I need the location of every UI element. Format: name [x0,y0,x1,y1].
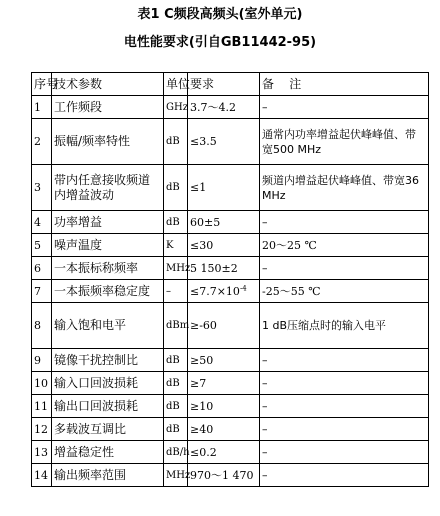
table-row [32,96,429,119]
table-row [32,119,429,165]
cell-note: 频道内增益起伏峰峰值、带宽36 MHz [260,165,429,211]
cell-no: 6 [32,257,52,280]
cell-param: 输出口回波损耗 [52,395,164,418]
table-row [32,372,429,395]
cell-note: – [260,441,429,464]
cell-param: 带内任意接收频道内增益波动 [52,165,164,211]
cell-no: 1 [32,96,52,119]
cell-req: 5 150±2 [188,257,260,280]
cell-param: 一本振频率稳定度 [52,280,164,303]
table-subtitle: 电性能要求(引自GB11442-95) [123,35,317,50]
cell-note: – [260,395,429,418]
cell-no: 5 [32,234,52,257]
cell-param: 多载波互调比 [52,418,164,441]
cell-note: 20～25 ℃ [260,234,429,257]
table-row [32,303,429,349]
cell-no: 13 [32,441,52,464]
cell-param: 增益稳定性 [52,441,164,464]
cell-param: 输出频率范围 [52,464,164,487]
table-row [32,418,429,441]
cell-param: 工作频段 [52,96,164,119]
cell-note: – [260,211,429,234]
req-base: ≤7.7×10 [190,284,240,298]
table-header-row [32,73,429,96]
table-row [32,211,429,234]
cell-param: 一本振标称频率 [52,257,164,280]
cell-no: 7 [32,280,52,303]
cell-req: 3.7～4.2 [188,96,260,119]
cell-req: 970～1 470 [188,464,260,487]
table-row [32,441,429,464]
cell-req: ≥-60 [188,303,260,349]
cell-no: 14 [32,464,52,487]
table-row [32,349,429,372]
table-row [32,165,429,211]
cell-unit: MHz [164,257,188,280]
cell-note: – [260,418,429,441]
cell-req: 60±5 [188,211,260,234]
cell-no: 3 [32,165,52,211]
cell-param: 输入饱和电平 [52,303,164,349]
table-row [32,280,429,303]
cell-no: 9 [32,349,52,372]
cell-req: ≤30 [188,234,260,257]
cell-req [188,280,260,303]
cell-param: 输入口回波损耗 [52,372,164,395]
cell-req: ≤3.5 [188,119,260,165]
cell-note: 通常内功率增益起伏峰峰值、带宽500 MHz [260,119,429,165]
table-row [32,234,429,257]
cell-note: – [260,372,429,395]
table-row [32,464,429,487]
cell-no: 2 [32,119,52,165]
cell-unit: K [164,234,188,257]
cell-unit: dB [164,165,188,211]
cell-req: ≥40 [188,418,260,441]
cell-note: – [260,257,429,280]
cell-param: 噪声温度 [52,234,164,257]
table-row [32,395,429,418]
header-req: 要求 [188,73,260,96]
cell-unit: dB [164,372,188,395]
cell-req: ≥7 [188,372,260,395]
cell-note: -25～55 ℃ [260,280,429,303]
cell-req: ≤1 [188,165,260,211]
table-title: 表1 C频段高频头(室外单元) [137,7,303,22]
header-param: 技术参数 [52,73,164,96]
cell-note: 1 dB压缩点时的输入电平 [260,303,429,349]
cell-unit: dB/h [164,441,188,464]
cell-unit: dB [164,395,188,418]
cell-unit: dB [164,211,188,234]
cell-note: – [260,464,429,487]
header-no: 序号 [32,73,52,96]
cell-unit: dBm [164,303,188,349]
cell-unit: dB [164,349,188,372]
cell-param: 功率增益 [52,211,164,234]
cell-unit: GHz [164,96,188,119]
cell-no: 11 [32,395,52,418]
cell-param: 振幅/频率特性 [52,119,164,165]
cell-unit: dB [164,418,188,441]
cell-req: ≤0.2 [188,441,260,464]
spec-table [31,72,429,487]
cell-unit: dB [164,119,188,165]
table-row [32,257,429,280]
cell-no: 4 [32,211,52,234]
cell-req: ≥50 [188,349,260,372]
cell-req: ≥10 [188,395,260,418]
cell-no: 8 [32,303,52,349]
cell-no: 12 [32,418,52,441]
cell-note: – [260,96,429,119]
cell-param: 镜像干扰控制比 [52,349,164,372]
cell-note: – [260,349,429,372]
req-exponent: -4 [239,283,247,292]
header-unit: 单位 [164,73,188,96]
header-note: 备 注 [260,73,429,96]
cell-unit: MHz [164,464,188,487]
cell-no: 10 [32,372,52,395]
cell-unit: – [164,280,188,303]
